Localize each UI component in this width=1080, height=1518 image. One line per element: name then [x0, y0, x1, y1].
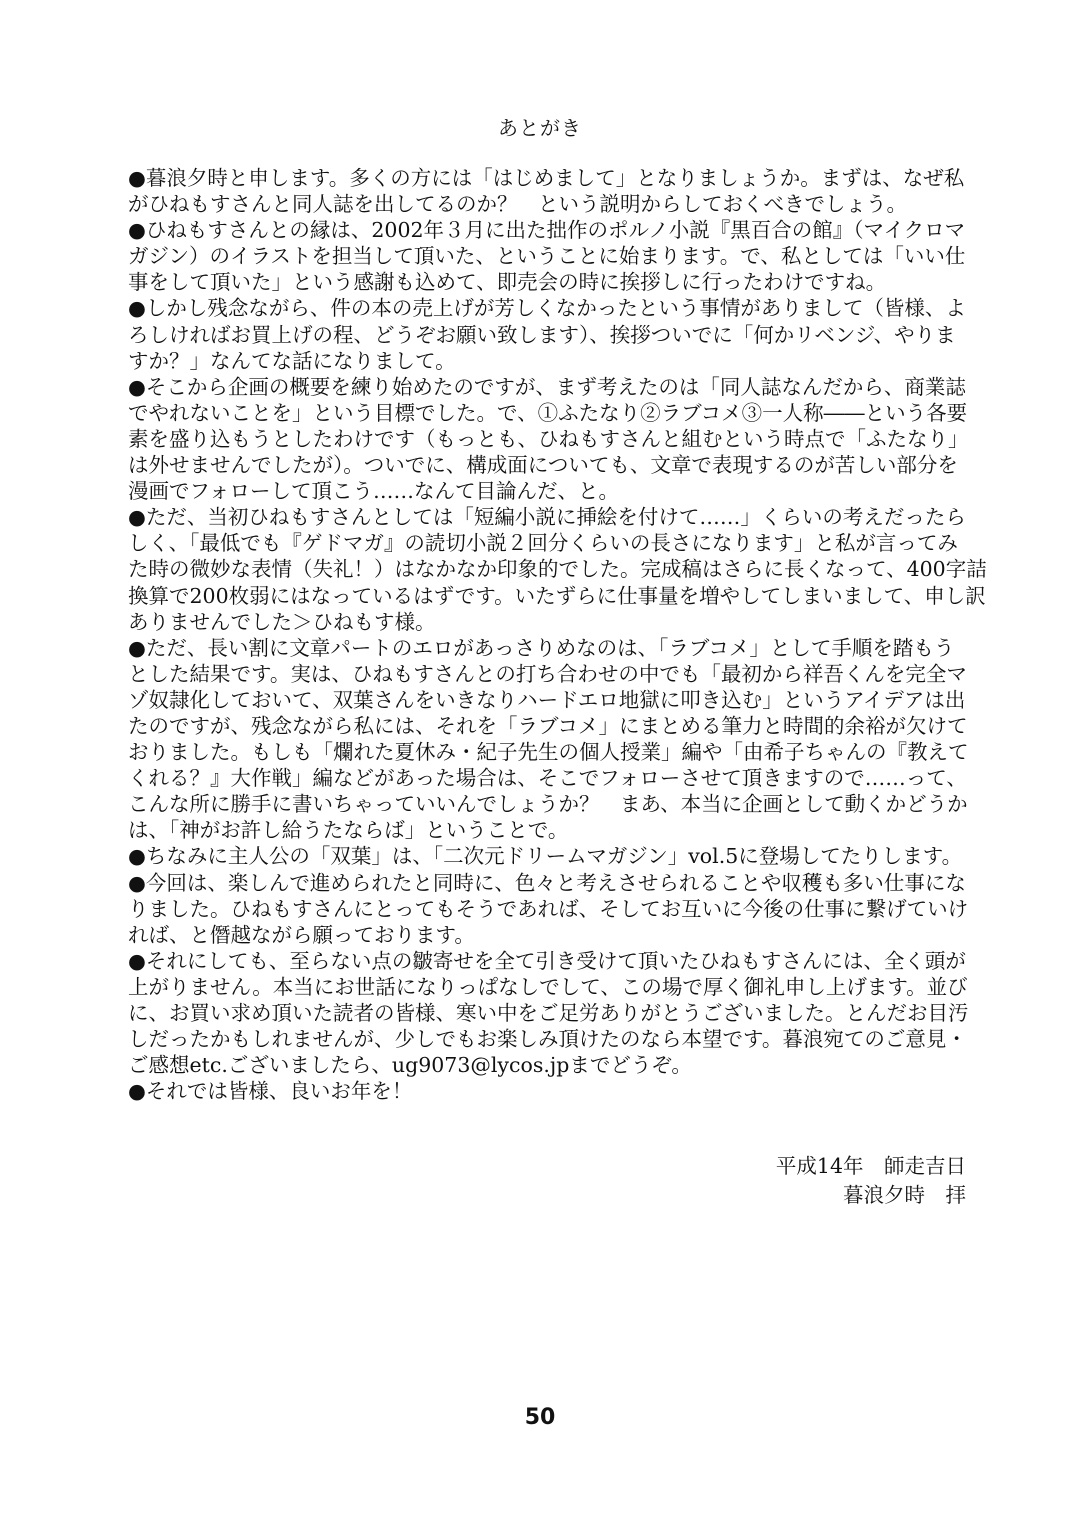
text-line: ●ひねもすさんとの縁は、2002年３月に出た拙作のポルノ小説『黒百合の館』（マイクロマ: [128, 218, 966, 243]
text-line: ろしければお買上げの程、どうぞお願い致します）、挨拶ついでに「何かリベンジ、やりま: [128, 322, 956, 347]
text-line: こんな所に勝手に書いちゃっていいんでしょうか？ まあ、本当に企画として動くかどうか: [128, 792, 968, 817]
text-line: ありませんでした＞ひねもす様。: [128, 609, 436, 634]
text-line: ●暮浪夕時と申します。多くの方には「はじめまして」となりましょうか。まずは、なぜ私: [128, 166, 965, 190]
text-line: ガジン）のイラストを担当して頂いた、ということに始まります。で、私としては「いい仕: [128, 244, 966, 269]
text-line: くれる？』大作戦」編などがあった場合は、そこでフォローさせて頂きますので……って、: [128, 766, 967, 791]
text-line: とした結果です。実は、ひねもすさんとの打ち合わせの中でも「最初から祥吾くんを完全マ: [128, 661, 967, 686]
text-line: でやれないことを」という目標でした。で、①ふたなり②ラブコメ③一人称――という各要: [128, 400, 968, 425]
text-line: た時の微妙な表情（失礼！）はなかなか印象的でした。完成稿はさらに長くなって、400字詰: [128, 557, 987, 582]
text-line: に、お買い求め頂いた読者の皆様、寒い中をご足労ありがとうございました。とんだお目汚: [128, 1001, 969, 1025]
text-line: すか？」なんてな話になりまして。: [128, 348, 456, 373]
text-line: れば、と僭越ながら願っております。: [128, 922, 475, 947]
text-line: 事をして頂いた」という感謝も込めて、即売会の時に挨拶しに行ったわけですね。: [128, 270, 887, 295]
afterword-title: あとがき: [498, 116, 582, 140]
text-line: ●ちなみに主人公の「双葉」は、「二次元ドリームマガジン」vol.5に登場してたりします。: [128, 844, 963, 869]
text-line: ●それでは皆様、良いお年を！: [128, 1079, 413, 1104]
text-line: ●それにしても、至らない点の皺寄せを全て引き受けて頂いたひねもすさんには、全く頭が: [128, 948, 966, 973]
text-line: がひねもすさんと同人誌を出してるのか？ という説明からしておくべきでしょう。: [128, 192, 907, 217]
text-line: ●しかし残念ながら、件の本の売上げが芳しくなかったという事情がありまして（皆様、よ: [128, 296, 966, 321]
text-line: 素を盛り込もうとしたわけです（もっとも、ひねもすさんと組むという時点で「ふたなり」: [128, 426, 969, 451]
text-line: 上がりません。本当にお世話になりっぱなしでして、この場で厚く御礼申し上げます。並び: [128, 974, 968, 999]
text-line: ゾ奴隷化しておいて、双葉さんをいきなりハードエロ地獄に叩き込む」というアイデアは出: [128, 687, 966, 712]
text-line: りました。ひねもすさんにとってもそうであれば、そしてお互いに今後の仕事に繋げていけ: [128, 896, 969, 921]
text-line: たのですが、残念ながら私には、それを「ラブコメ」にまとめる筆力と時間的余裕が欠けて: [128, 713, 968, 738]
text-line: 漫画でフォローして頂こう……なんて目論んだ、と。: [128, 479, 619, 504]
text-line: おりました。もしも「爛れた夏休み・紀子先生の個人授業」編や「由希子ちゃんの『教えて: [128, 740, 969, 765]
page-number: 50: [524, 1405, 556, 1430]
text-line: は、「神がお許し給うたならば」ということで。: [128, 818, 569, 843]
text-line: ご感想etc.ございましたら、ug9073@lycos.jpまでどうぞ。: [128, 1053, 692, 1078]
text-line: は外せませんでしたが）。ついでに、構成面についても、文章で表現するのが苦しい部分を: [128, 453, 958, 478]
signature-date: 平成14年 師走吉日: [775, 1154, 966, 1178]
text-line: ●今回は、楽しんで進められたと同時に、色々と考えさせられることや収穫も多い仕事にな: [128, 870, 966, 895]
text-line: ●ただ、当初ひねもすさんとしては「短編小説に挿絵を付けて……」くらいの考えだったら: [128, 505, 966, 530]
signature-block: [776, 1152, 966, 1210]
text-line: ●そこから企画の概要を練り始めたのですが、まず考えたのは「同人誌なんだから、商業誌: [128, 374, 966, 399]
text-line: ●ただ、長い割に文章パートのエロがあっさりめなのは、「ラブコメ」として手順を踏もう: [128, 635, 955, 660]
afterword-body: [128, 165, 988, 1104]
text-line: しく、「最低でも『ゲドマガ』の読切小説２回分くらいの長さになります」と私が言ってみ: [128, 531, 958, 556]
signature-author: 暮浪夕時 拝: [843, 1183, 966, 1207]
text-line: しだったかもしれませんが、少しでもお楽しみ頂けたのなら本望です。暮浪宛てのご意見・: [128, 1027, 967, 1052]
text-line: 換算で200枚弱にはなっているはずです。いたずらに仕事量を増やしてしまいまして、申し訳: [128, 583, 986, 608]
